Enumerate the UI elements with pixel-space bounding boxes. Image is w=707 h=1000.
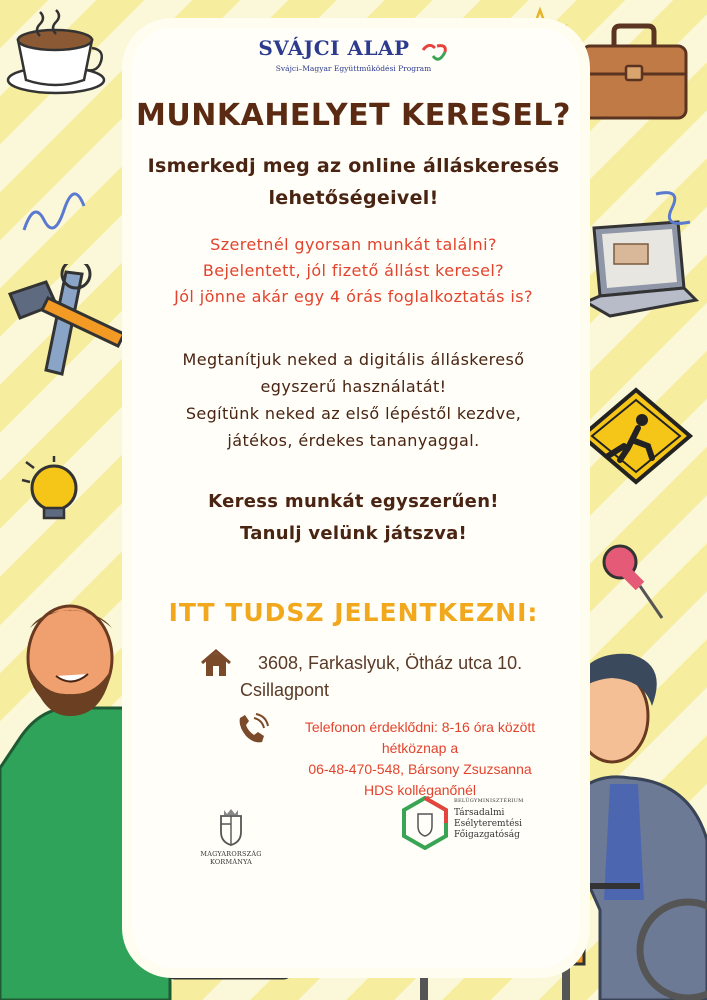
apply-heading: ITT TUDSZ JELENTKEZNI: (168, 598, 539, 627)
coat-of-arms-icon (218, 808, 244, 846)
question-line: Bejelentett, jól fizető állást keresel? (202, 261, 505, 280)
ministry-line: Társadalmi (454, 808, 505, 818)
phone-line: Telefonon érdeklődni: 8-16 óra között (304, 719, 536, 735)
teaching-line: Megtanítjuk neked a digitális álláskereső (182, 350, 525, 369)
phone-icon (234, 712, 270, 748)
teaching-text (0, 346, 707, 454)
government-logo-line: MAGYARORSZÁG (200, 850, 262, 858)
phone-line: HDS kolléganőnél (363, 782, 477, 798)
intro-line: Ismerkedj meg az online álláskeresés (147, 155, 560, 177)
brand-logo-icon (419, 40, 449, 62)
ministry-logo (400, 796, 560, 854)
question-list (0, 232, 707, 310)
cta-line: Keress munkát egyszerűen! (208, 491, 499, 512)
teaching-line: Segítünk neked az első lépéstől kezdve, (185, 404, 522, 423)
address-place: Csillagpont (240, 680, 330, 700)
ministry-emblem-icon (400, 796, 450, 850)
teaching-line: egyszerű használatát! (260, 377, 447, 396)
call-to-action (0, 486, 707, 550)
ministry-name: BELÜGYMINISZTÉRIUM (454, 798, 524, 804)
address-street: 3608, Farkaslyuk, Ötház utca 10. (258, 653, 523, 673)
ministry-line: Esélyteremtési (454, 819, 523, 829)
cta-line: Tanulj velünk játszva! (239, 523, 468, 544)
government-logo-line: KORMÁNYA (209, 858, 253, 866)
question-line: Jól jönne akár egy 4 órás foglalkoztatás is? (174, 287, 533, 306)
phone-info (270, 717, 570, 801)
intro-text (0, 150, 707, 214)
government-logo (186, 808, 276, 866)
ministry-line: Főigazgatóság (454, 830, 520, 840)
headline: MUNKAHELYET KERESEL? (136, 98, 571, 133)
address (240, 650, 522, 704)
brand-subtitle: Svájci–Magyar Együttműködési Program (275, 63, 432, 73)
home-icon (200, 648, 232, 678)
teaching-line: játékos, érdekes tananyaggal. (227, 431, 480, 450)
brand-title: SVÁJCI ALAP (258, 36, 410, 60)
question-line: Szeretnél gyorsan munkát találni? (210, 235, 497, 254)
phone-line: hétköznap a (381, 740, 459, 756)
brand-block (0, 36, 707, 73)
ministry-department (454, 808, 522, 841)
phone-line: 06-48-470-548, Bársony Zsuzsanna (308, 761, 532, 777)
intro-line: lehetőségeivel! (268, 187, 439, 209)
